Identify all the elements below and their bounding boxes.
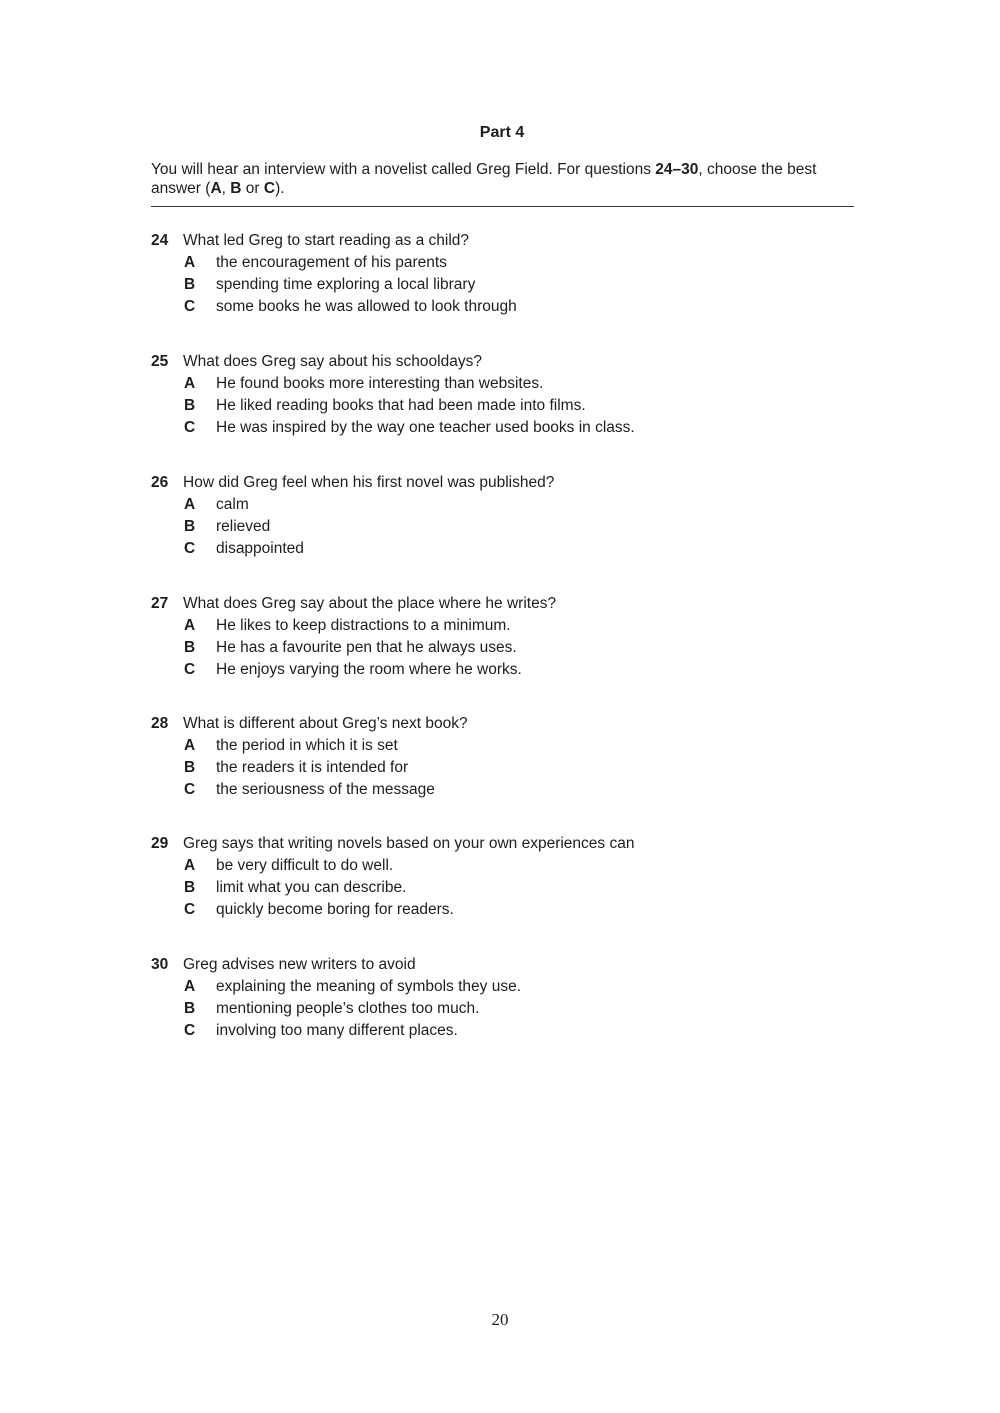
option-text: some books he was allowed to look through <box>216 298 517 315</box>
option-c[interactable] <box>184 297 851 317</box>
option-b[interactable] <box>184 878 851 898</box>
option-letter: C <box>184 540 196 557</box>
instructions-end: ). <box>275 180 285 197</box>
question-28 <box>151 714 851 800</box>
option-text: the encouragement of his parents <box>216 254 447 271</box>
question-number: 25 <box>151 353 169 370</box>
option-text: quickly become boring for readers. <box>216 901 454 918</box>
option-letter: A <box>184 496 196 513</box>
question-number: 27 <box>151 595 169 612</box>
option-text: He liked reading books that had been made into films. <box>216 397 586 414</box>
option-letter: A <box>184 254 196 271</box>
option-b[interactable] <box>184 638 851 658</box>
question-26 <box>151 473 851 559</box>
question-24 <box>151 231 851 317</box>
question-25 <box>151 352 851 438</box>
question-text: What does Greg say about the place where he writes? <box>183 595 557 612</box>
question-number: 28 <box>151 715 169 732</box>
option-text: He was inspired by the way one teacher used books in class. <box>216 419 635 436</box>
option-a[interactable] <box>184 736 851 756</box>
option-letter: A <box>184 737 196 754</box>
option-b[interactable] <box>184 999 851 1019</box>
option-c[interactable] <box>184 900 851 920</box>
option-letter: A <box>184 375 196 392</box>
option-letter: B <box>184 1000 196 1017</box>
question-stem <box>151 594 851 614</box>
question-stem <box>151 473 851 493</box>
option-b[interactable] <box>184 275 851 295</box>
question-text: What led Greg to start reading as a child? <box>183 232 470 249</box>
instructions-sep-2: or <box>241 180 264 197</box>
option-c[interactable] <box>184 1021 851 1041</box>
option-text: relieved <box>216 518 271 535</box>
option-c[interactable] <box>184 660 851 680</box>
option-letter: A <box>184 857 196 874</box>
question-text: What does Greg say about his schooldays? <box>183 353 482 370</box>
option-text: He enjoys varying the room where he works. <box>216 661 522 678</box>
option-letter: B <box>184 759 196 776</box>
option-text: the readers it is intended for <box>216 759 409 776</box>
option-text: disappointed <box>216 540 304 557</box>
divider <box>151 206 854 207</box>
option-text: be very difficult to do well. <box>216 857 394 874</box>
option-text: the seriousness of the message <box>216 781 435 798</box>
question-stem <box>151 714 851 734</box>
option-text: the period in which it is set <box>216 737 398 754</box>
option-b[interactable] <box>184 758 851 778</box>
option-a[interactable] <box>184 253 851 273</box>
option-letter: C <box>184 781 196 798</box>
question-30 <box>151 955 851 1041</box>
option-c[interactable] <box>184 780 851 800</box>
option-letter: B <box>184 879 196 896</box>
question-text: How did Greg feel when his first novel was published? <box>183 474 555 491</box>
instructions-sep-1: , <box>221 180 231 197</box>
option-letter: C <box>184 901 196 918</box>
question-27 <box>151 594 851 680</box>
option-letter: A <box>184 617 196 634</box>
option-c[interactable] <box>184 418 851 438</box>
option-text: He has a favourite pen that he always uses. <box>216 639 517 656</box>
option-letter: A <box>184 978 196 995</box>
question-text: Greg advises new writers to avoid <box>183 956 416 973</box>
option-a[interactable] <box>184 374 851 394</box>
option-text: involving too many different places. <box>216 1022 458 1039</box>
option-letter: B <box>184 518 196 535</box>
instructions-range: 24–30 <box>655 161 699 178</box>
option-c[interactable] <box>184 539 851 559</box>
question-text: Greg says that writing novels based on your own experiences can <box>183 835 635 852</box>
instructions-option-b: B <box>230 180 242 197</box>
option-letter: C <box>184 419 196 436</box>
page-title: Part 4 <box>479 124 525 141</box>
option-b[interactable] <box>184 396 851 416</box>
option-b[interactable] <box>184 517 851 537</box>
instructions-option-a: A <box>210 180 222 197</box>
question-stem <box>151 352 851 372</box>
option-letter: C <box>184 661 196 678</box>
option-text: He found books more interesting than websites. <box>216 375 544 392</box>
option-a[interactable] <box>184 495 851 515</box>
option-letter: C <box>184 298 196 315</box>
page-number: 20 <box>491 1310 509 1329</box>
question-number: 24 <box>151 232 169 249</box>
option-letter: B <box>184 639 196 656</box>
question-29 <box>151 834 851 920</box>
instructions-option-c: C <box>263 180 276 197</box>
instructions-mid: , choose the best answer ( <box>151 161 817 197</box>
question-stem <box>151 231 851 251</box>
option-letter: B <box>184 276 196 293</box>
option-a[interactable] <box>184 977 851 997</box>
question-stem <box>151 834 851 854</box>
option-text: mentioning people’s clothes too much. <box>216 1000 480 1017</box>
option-text: He likes to keep distractions to a minimum. <box>216 617 511 634</box>
option-letter: B <box>184 397 196 414</box>
question-text: What is different about Greg’s next book? <box>183 715 468 732</box>
option-text: limit what you can describe. <box>216 879 407 896</box>
instructions-prefix: You will hear an interview with a novelist called Greg Field. For questions <box>151 161 656 178</box>
option-a[interactable] <box>184 856 851 876</box>
option-text: spending time exploring a local library <box>216 276 476 293</box>
option-text: explaining the meaning of symbols they use. <box>216 978 522 995</box>
question-stem <box>151 955 851 975</box>
option-letter: C <box>184 1022 196 1039</box>
question-number: 29 <box>151 835 169 852</box>
question-number: 26 <box>151 474 169 491</box>
option-a[interactable] <box>184 616 851 636</box>
option-text: calm <box>216 496 249 513</box>
question-number: 30 <box>151 956 169 973</box>
instructions <box>151 160 851 198</box>
